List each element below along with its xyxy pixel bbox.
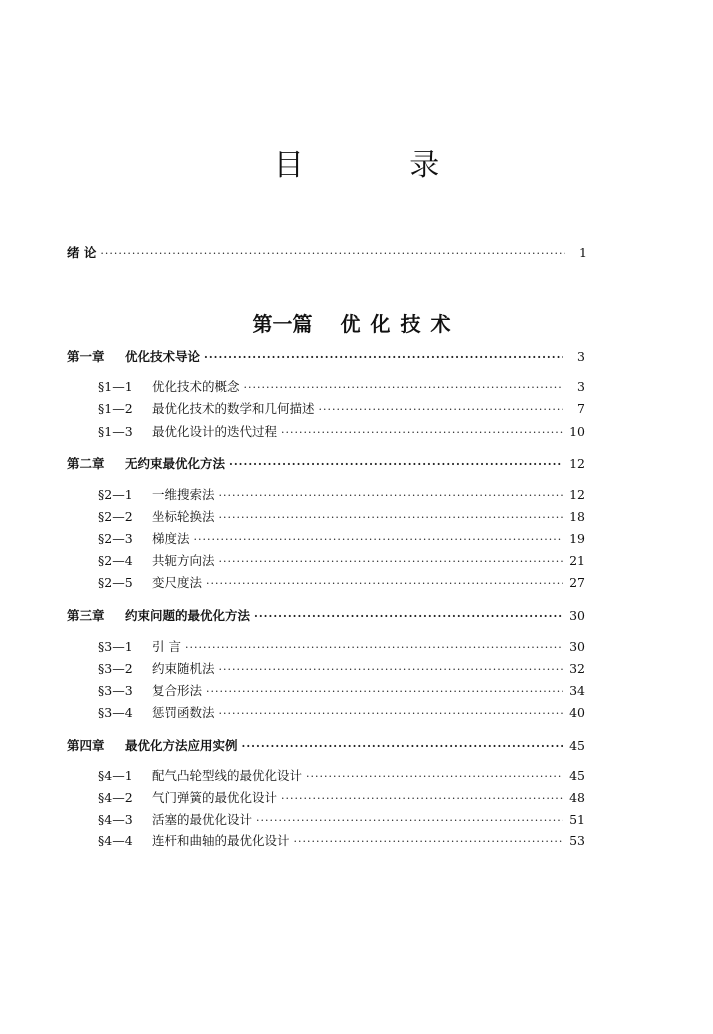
dot-leader (100, 246, 565, 262)
dot-leader (281, 425, 563, 441)
section-number: §1—3 (98, 424, 133, 439)
section-number: §4—1 (98, 768, 133, 783)
toc-chapter-1[interactable] (67, 349, 585, 366)
section-number: §3—4 (98, 705, 133, 720)
dot-leader (281, 791, 563, 807)
chapter-label: 约束问题的最优化方法 (125, 608, 251, 623)
section-label: 气门弹簧的最优化设计 (152, 790, 278, 805)
chapter-label: 最优化方法应用实例 (125, 738, 238, 753)
toc-entry-label: 绪 论 (67, 245, 97, 260)
dot-leader (219, 554, 563, 570)
toc-section-1-2[interactable] (98, 401, 585, 418)
toc-section-3-1[interactable] (98, 639, 585, 656)
chapter-label: 无约束最优化方法 (125, 456, 226, 471)
dot-leader (242, 739, 563, 755)
section-page: 27 (569, 575, 585, 590)
dot-leader (219, 706, 563, 722)
section-page: 45 (569, 768, 585, 783)
dot-leader (206, 576, 563, 592)
section-label: 共轭方向法 (152, 553, 215, 568)
section-label: 活塞的最优化设计 (152, 812, 253, 827)
toc-section-1-3[interactable] (98, 424, 585, 441)
section-number: §2—2 (98, 509, 133, 524)
toc-section-3-3[interactable] (98, 683, 585, 700)
toc-section-3-4[interactable] (98, 705, 585, 722)
chapter-number: 第一章 (67, 349, 105, 364)
dot-leader (219, 488, 563, 504)
dot-leader (185, 640, 563, 656)
chapter-page: 3 (577, 349, 585, 364)
chapter-number: 第三章 (67, 608, 105, 623)
section-number: §2—4 (98, 553, 133, 568)
section-number: §3—3 (98, 683, 133, 698)
toc-entry-page: 1 (579, 245, 587, 260)
dot-leader (294, 834, 563, 850)
dot-leader (244, 380, 563, 396)
section-page: 40 (569, 705, 585, 720)
part-subtitle: 优化技术 (340, 312, 461, 336)
chapter-page: 30 (569, 608, 585, 623)
toc-chapter-2[interactable] (67, 456, 585, 473)
section-number: §2—1 (98, 487, 133, 502)
section-number: §3—2 (98, 661, 133, 676)
dot-leader (204, 350, 563, 366)
section-number: §4—2 (98, 790, 133, 805)
section-label: 坐标轮换法 (152, 509, 215, 524)
section-page: 12 (569, 487, 585, 502)
dot-leader (306, 769, 563, 785)
section-label: 最优化设计的迭代过程 (152, 424, 278, 439)
toc-section-4-2[interactable] (98, 790, 585, 807)
section-page: 10 (569, 424, 585, 439)
section-page: 19 (569, 531, 585, 546)
toc-section-2-4[interactable] (98, 553, 585, 570)
chapter-number: 第四章 (67, 738, 105, 753)
section-number: §4—3 (98, 812, 133, 827)
dot-leader (254, 609, 563, 625)
section-label: 约束随机法 (152, 661, 215, 676)
chapter-label: 优化技术导论 (125, 349, 201, 364)
chapter-number: 第二章 (67, 456, 105, 471)
chapter-page: 12 (569, 456, 585, 471)
section-label: 变尺度法 (152, 575, 203, 590)
toc-chapter-4[interactable] (67, 738, 585, 755)
section-page: 53 (569, 833, 585, 848)
section-page: 30 (569, 639, 585, 654)
toc-section-3-2[interactable] (98, 661, 585, 678)
section-page: 3 (577, 379, 585, 394)
section-page: 51 (569, 812, 585, 827)
section-label: 连杆和曲轴的最优化设计 (152, 833, 290, 848)
section-number: §2—5 (98, 575, 133, 590)
dot-leader (194, 532, 563, 548)
toc-section-2-2[interactable] (98, 509, 585, 526)
toc-section-4-1[interactable] (98, 768, 585, 785)
chapter-page: 45 (569, 738, 585, 753)
dot-leader (206, 684, 563, 700)
section-label: 复合形法 (152, 683, 203, 698)
page-title: 目 录 (273, 148, 488, 183)
section-number: §1—1 (98, 379, 133, 394)
section-label: 梯度法 (152, 531, 190, 546)
section-label: 惩罚函数法 (152, 705, 215, 720)
section-label: 引 言 (152, 639, 181, 654)
section-label: 一维搜索法 (152, 487, 215, 502)
section-page: 18 (569, 509, 585, 524)
dot-leader (219, 662, 563, 678)
section-number: §1—2 (98, 401, 133, 416)
section-label: 优化技术的概念 (152, 379, 240, 394)
section-page: 21 (569, 553, 585, 568)
toc-section-4-4[interactable] (98, 833, 585, 850)
part-number: 第一篇 (252, 312, 313, 336)
section-page: 48 (569, 790, 585, 805)
section-label: 配气凸轮型线的最优化设计 (152, 768, 303, 783)
section-number: §3—1 (98, 639, 133, 654)
toc-section-2-3[interactable] (98, 531, 585, 548)
section-number: §4—4 (98, 833, 133, 848)
section-page: 7 (577, 401, 585, 416)
toc-chapter-3[interactable] (67, 608, 585, 625)
section-label: 最优化技术的数学和几何描述 (152, 401, 315, 416)
part-heading (0, 308, 713, 337)
section-page: 34 (569, 683, 585, 698)
toc-section-1-1[interactable] (98, 379, 585, 396)
section-number: §2—3 (98, 531, 133, 546)
dot-leader (229, 457, 563, 473)
toc-section-2-5[interactable] (98, 575, 585, 592)
dot-leader (256, 813, 563, 829)
toc-entry-intro[interactable] (67, 245, 587, 262)
dot-leader (319, 402, 563, 418)
toc-section-4-3[interactable] (98, 812, 585, 829)
toc-section-2-1[interactable] (98, 487, 585, 504)
section-page: 32 (569, 661, 585, 676)
dot-leader (219, 510, 563, 526)
